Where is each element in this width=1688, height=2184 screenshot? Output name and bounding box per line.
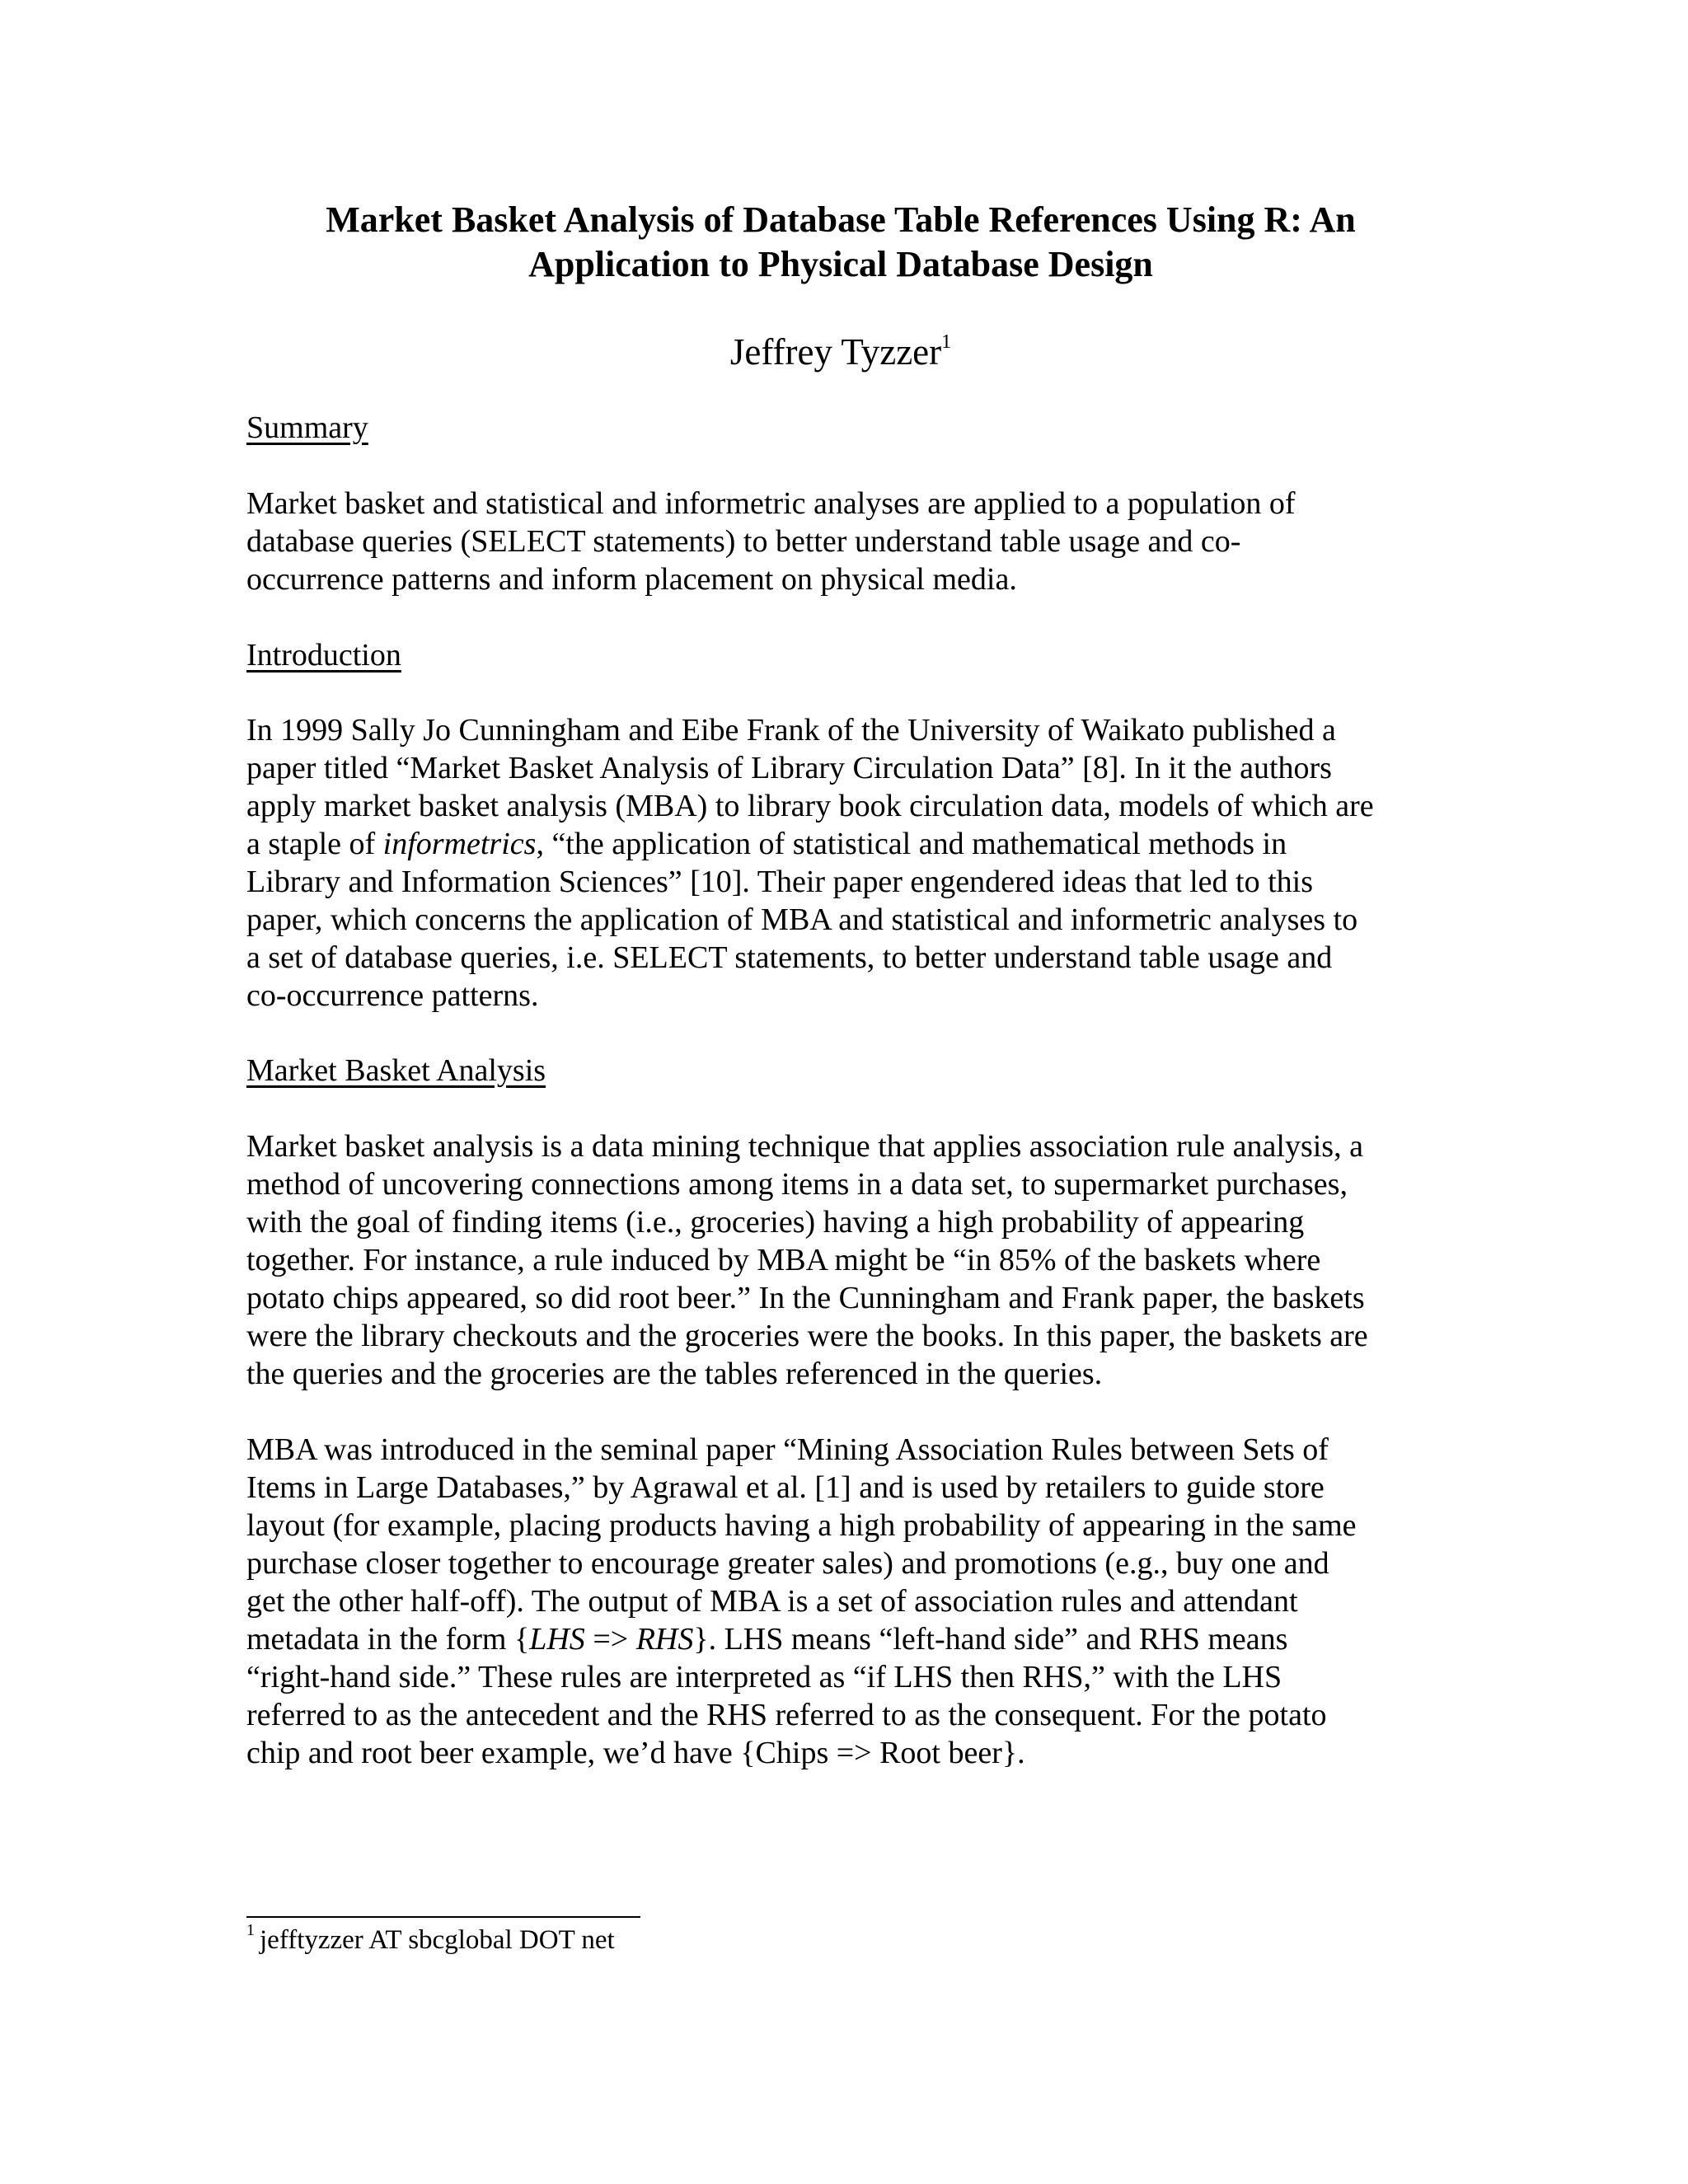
- summary-line: occurrence patterns and inform placement on physical media.: [246, 562, 1017, 597]
- paper-title: [206, 198, 1475, 287]
- introduction-line: apply market basket analysis (MBA) to library book circulation data, models of which are: [246, 789, 1374, 823]
- mba-line: purchase closer together to encourage greater sales) and promotions (e.g., buy one and: [246, 1546, 1329, 1581]
- introduction-heading: Introduction: [246, 638, 401, 673]
- introduction-line: a set of database queries, i.e. SELECT statements, to better understand table usage and: [246, 940, 1333, 975]
- footnote-divider: [246, 1916, 640, 1918]
- rule-rhs: RHS: [635, 1622, 694, 1657]
- mba-line: MBA was introduced in the seminal paper “Mining Association Rules between Sets of: [246, 1432, 1329, 1467]
- mba-line: together. For instance, a rule induced by MBA might be “in 85% of the baskets where: [246, 1243, 1321, 1277]
- introduction-line: [246, 825, 1450, 863]
- summary-line: database queries (SELECT statements) to better understand table usage and co-: [246, 524, 1241, 559]
- summary-line: Market basket and statistical and informetric analyses are applied to a population of: [246, 486, 1296, 521]
- mba-line: method of uncovering connections among items in a data set, to supermarket purchases,: [246, 1167, 1348, 1202]
- title-line-1: Market Basket Analysis of Database Table References Using R: An: [326, 199, 1356, 240]
- introduction-line: co-occurrence patterns.: [246, 978, 539, 1013]
- mba-line: layout (for example, placing products having a high probability of appearing in the same: [246, 1508, 1357, 1543]
- mba-line: referred to as the antecedent and the RHS referred to as the consequent. For the potato: [246, 1698, 1327, 1732]
- author-line: [206, 330, 1475, 374]
- intro-line4-prefix: a staple of: [246, 827, 383, 861]
- introduction-line: Library and Information Sciences” [10]. Their paper engendered ideas that led to this: [246, 865, 1313, 899]
- author-footnote-mark: 1: [941, 331, 952, 353]
- mba-line: the queries and the groceries are the tables referenced in the queries.: [246, 1357, 1103, 1391]
- intro-line4-suffix: , “the application of statistical and mathematical methods in: [536, 827, 1287, 861]
- introduction-line: paper titled “Market Basket Analysis of Library Circulation Data” [8]. In it the authors: [246, 751, 1332, 785]
- rule-arrow: =>: [584, 1622, 636, 1657]
- mba-paragraph-1: [246, 1127, 1450, 1393]
- mba-paragraph-2: [246, 1431, 1450, 1772]
- author-name: Jeffrey Tyzzer: [729, 331, 942, 373]
- footnote-mark: 1: [246, 1921, 255, 1939]
- mba-heading: Market Basket Analysis: [246, 1053, 546, 1088]
- mba-line: Market basket analysis is a data mining technique that applies association rule analysis, a: [246, 1129, 1363, 1164]
- mba-line: [246, 1620, 1450, 1658]
- mba-line: “right-hand side.” These rules are interpreted as “if LHS then RHS,” with the LHS: [246, 1660, 1282, 1694]
- footnote-text: jefftyzzer AT sbcglobal DOT net: [260, 1925, 615, 1955]
- title-line-2: Application to Physical Database Design: [528, 244, 1153, 284]
- mba-line: potato chips appeared, so did root beer.” In the Cunningham and Frank paper, the baskets: [246, 1281, 1365, 1315]
- introduction-paragraph: [246, 711, 1450, 1015]
- summary-heading: Summary: [246, 410, 368, 445]
- introduction-line: paper, which concerns the application of MBA and statistical and informetric analyses to: [246, 902, 1358, 937]
- rule-form-suffix: }. LHS means “left-hand side” and RHS means: [693, 1622, 1288, 1657]
- footnote: [246, 1922, 615, 1958]
- mba-line: with the goal of finding items (i.e., groceries) having a high probability of appearing: [246, 1205, 1305, 1240]
- summary-paragraph: [246, 485, 1450, 598]
- mba-line: were the library checkouts and the groceries were the books. In this paper, the baskets are: [246, 1319, 1368, 1353]
- rule-lhs: LHS: [529, 1622, 585, 1657]
- mba-line: Items in Large Databases,” by Agrawal et al. [1] and is used by retailers to guide store: [246, 1470, 1325, 1505]
- mba-line: chip and root beer example, we’d have {Chips => Root beer}.: [246, 1736, 1025, 1770]
- introduction-line: In 1999 Sally Jo Cunningham and Eibe Frank of the University of Waikato published a: [246, 713, 1336, 748]
- informetrics-term: informetrics: [382, 827, 537, 861]
- mba-line: get the other half-off). The output of MBA is a set of association rules and attendant: [246, 1584, 1298, 1619]
- rule-form-prefix: metadata in the form {: [246, 1622, 530, 1657]
